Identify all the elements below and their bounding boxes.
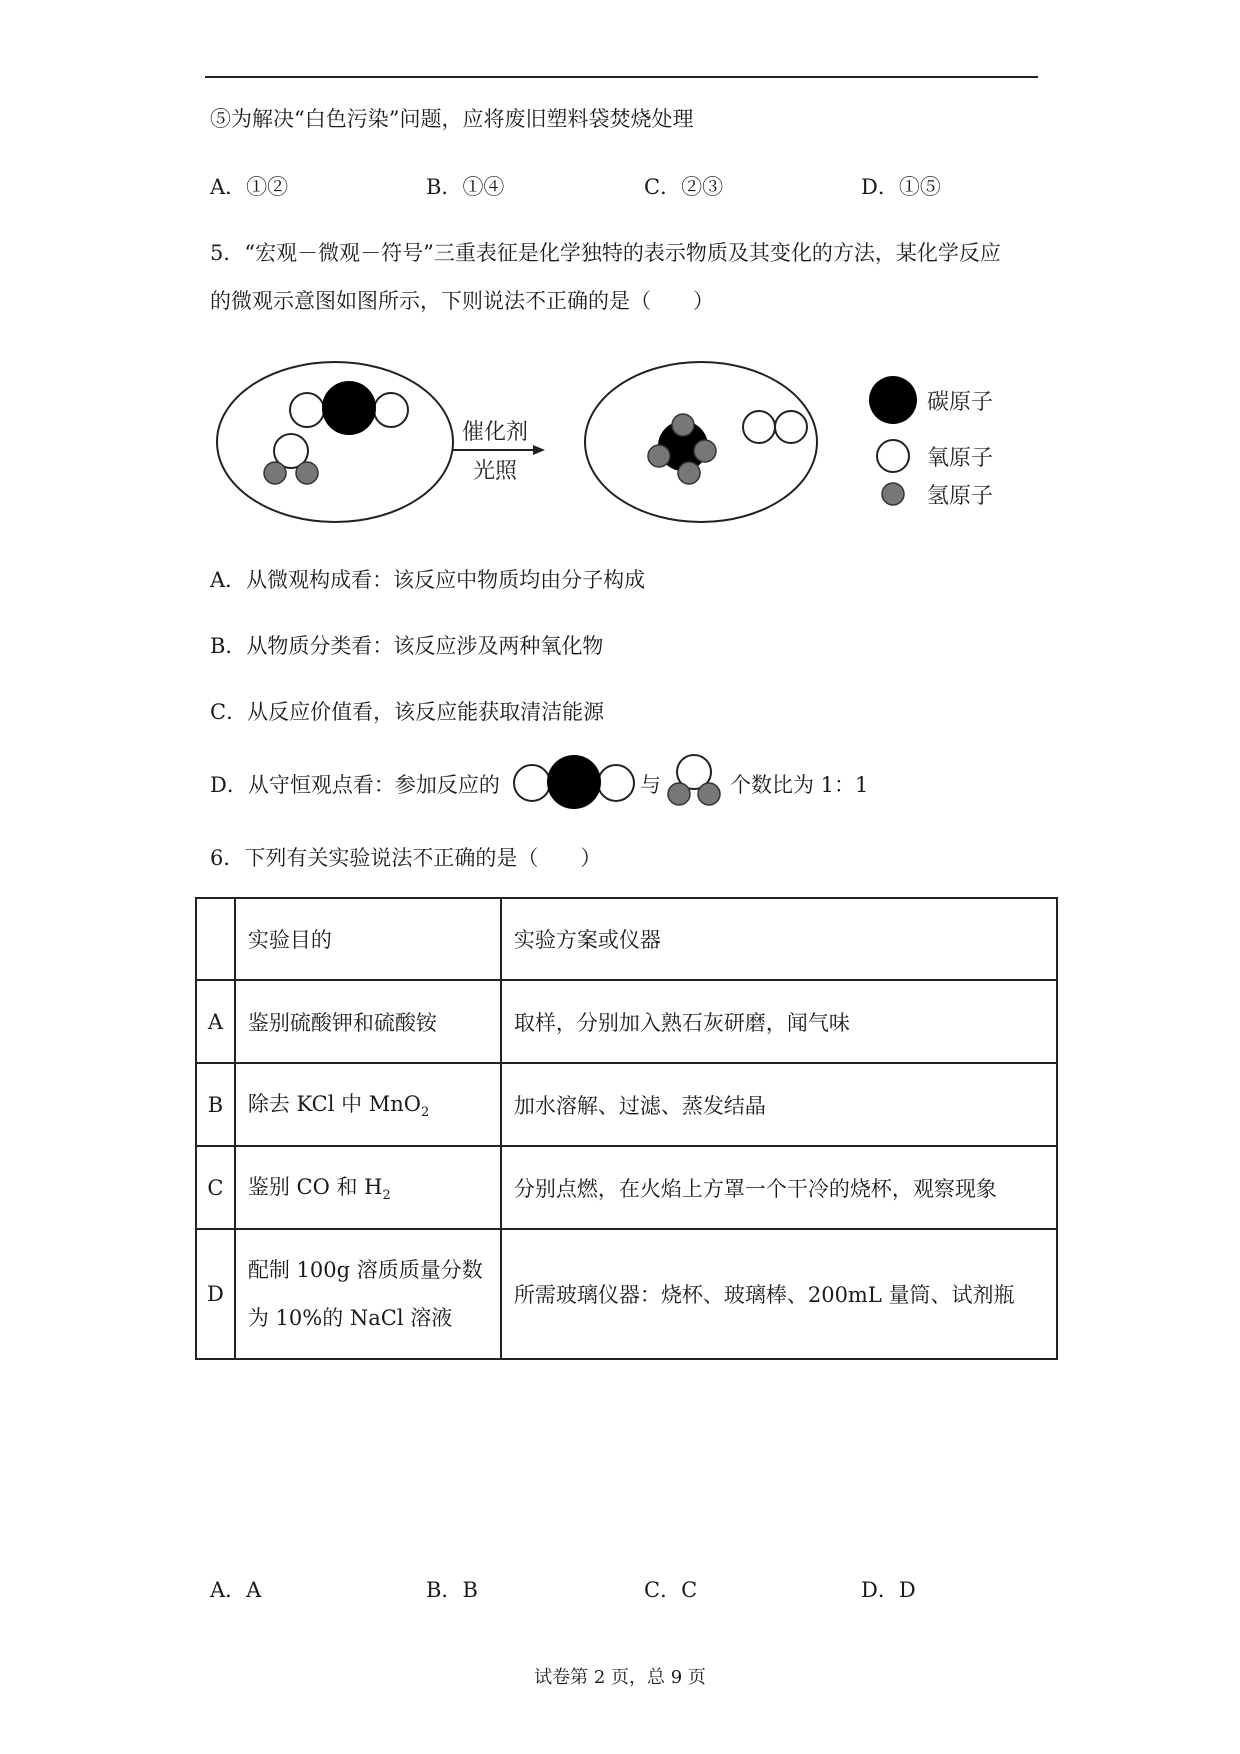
q6-option-d[interactable]: [861, 1575, 916, 1605]
header-rule: [205, 76, 1038, 78]
table-row: [196, 980, 1057, 1063]
q4-option-b[interactable]: [426, 172, 504, 202]
legend-hydrogen: 氢原子: [927, 484, 994, 509]
option-letter: C．: [644, 1578, 682, 1602]
page-footer: 试卷第 2 页，总 9 页: [534, 1667, 706, 1688]
h2o-molecule-inline: [664, 752, 724, 808]
row-goal-subscript: 2: [421, 1105, 430, 1121]
option-letter: A．: [210, 175, 247, 199]
q5-option-d-after: 个数比为 1：1: [730, 773, 869, 797]
q5-option-d[interactable]: [210, 770, 500, 800]
option-letter: D．: [861, 175, 899, 199]
row-goal-text: 除去 KCl 中 MnO: [247, 1092, 422, 1117]
legend-oxygen: 氧原子: [927, 446, 994, 471]
option-letter: A．: [210, 1578, 247, 1602]
header-cell-goal: 实验目的: [235, 898, 501, 980]
row-goal-line2: 为 10%的 NaCl 溶液: [247, 1306, 453, 1330]
q6-option-b[interactable]: [426, 1575, 478, 1605]
table-row: [196, 1229, 1057, 1359]
row-goal-text: 鉴别 CO 和 H: [247, 1175, 383, 1200]
option-text: ①②: [246, 175, 289, 199]
row-plan: 所需玻璃仪器：烧杯、玻璃棒、200mL 量筒、试剂瓶: [501, 1229, 1057, 1359]
row-plan: 加水溶解、过滤、蒸发结晶: [501, 1063, 1057, 1146]
header-cell-plan: 实验方案或仪器: [501, 898, 1057, 980]
q4-option-a[interactable]: [210, 172, 288, 202]
q6-stem: 6．下列有关实验说法不正确的是（ ）: [210, 846, 602, 870]
q5-option-d-before: D．从守恒观点看：参加反应的: [210, 773, 500, 797]
option-text: D: [898, 1578, 916, 1602]
q5-stem-line2: 的微观示意图如图所示，下则说法不正确的是（ ）: [210, 289, 714, 313]
row-goal: 鉴别硫酸钾和硫酸铵: [235, 980, 501, 1063]
row-goal-subscript: 2: [382, 1188, 391, 1204]
option-text: C: [681, 1578, 698, 1602]
option-letter: B．: [426, 175, 463, 199]
row-goal: [235, 1229, 501, 1359]
h2o-molecule: [264, 434, 318, 484]
reaction-diagram: [205, 355, 1015, 530]
q5-option-d-mid: 与: [640, 773, 661, 797]
ch4-molecule: [648, 414, 716, 484]
row-key: D: [196, 1229, 235, 1359]
co2-molecule-inline: [512, 752, 638, 812]
option-text: ①⑤: [898, 175, 941, 199]
o2-molecule: [743, 411, 807, 443]
row-plan: 分别点燃，在火焰上方罩一个干冷的烧杯，观察现象: [501, 1146, 1057, 1229]
row-key: A: [196, 980, 235, 1063]
q5-option-a[interactable]: A．从微观构成看：该反应中物质均由分子构成: [210, 568, 646, 592]
q5-option-b[interactable]: B．从物质分类看：该反应涉及两种氧化物: [210, 634, 604, 658]
co2-molecule: [290, 382, 408, 434]
option-text: A: [246, 1578, 262, 1602]
diagram-legend: [869, 376, 993, 509]
q4-option-c[interactable]: [644, 172, 723, 202]
experiment-table: [195, 897, 1058, 1360]
row-key: B: [196, 1063, 235, 1146]
option-letter: B．: [426, 1578, 463, 1602]
option-text: B: [462, 1578, 478, 1602]
row-goal-line1: 配制 100g 溶质质量分数: [247, 1258, 483, 1282]
option-letter: C．: [644, 175, 682, 199]
legend-carbon: 碳原子: [927, 390, 994, 415]
q5-option-c[interactable]: C．从反应价值看，该反应能获取清洁能源: [210, 700, 605, 724]
option-letter: D．: [861, 1578, 899, 1602]
row-goal: [235, 1146, 501, 1229]
q6-option-c[interactable]: [644, 1575, 697, 1605]
header-cell-key: [196, 898, 235, 980]
table-header-row: [196, 898, 1057, 980]
row-plan: 取样，分别加入熟石灰研磨，闻气味: [501, 980, 1057, 1063]
arrow-label-catalyst: 催化剂: [461, 420, 529, 445]
row-goal: [235, 1063, 501, 1146]
row-key: C: [196, 1146, 235, 1229]
q5-stem-line1: 5．“宏观－微观－符号”三重表征是化学独特的表示物质及其变化的方法，某化学反应: [210, 241, 1001, 265]
q6-option-a[interactable]: [210, 1575, 261, 1605]
option-text: ①④: [462, 175, 505, 199]
arrow-label-light: 光照: [472, 459, 518, 484]
table-row: [196, 1063, 1057, 1146]
table-row: [196, 1146, 1057, 1229]
option-text: ②③: [681, 175, 724, 199]
q4-option-d[interactable]: [861, 172, 941, 202]
q4-item5: ⑤为解决“白色污染”问题，应将废旧塑料袋焚烧处理: [210, 107, 694, 131]
